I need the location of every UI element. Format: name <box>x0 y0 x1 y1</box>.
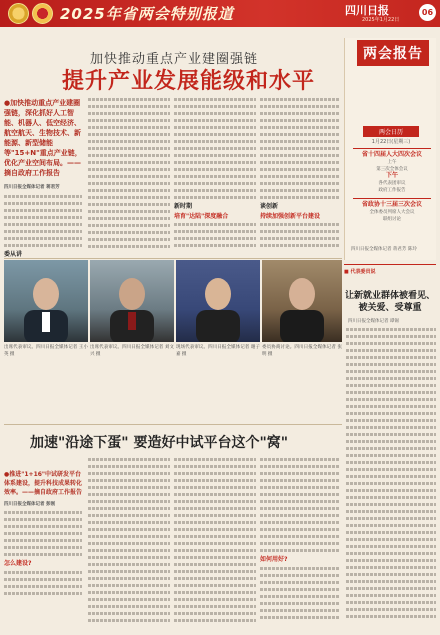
subhead-4: 培育"达陆"深度融合 <box>174 213 229 220</box>
page-number: 06 <box>419 4 436 21</box>
photo-top-rule <box>4 258 342 259</box>
right-story-tag: ■ 代表委员说 <box>344 269 376 275</box>
delegate-photo-1 <box>4 260 88 342</box>
sidebar-item-body: 各代表团审议 政府工作报告 <box>378 181 406 193</box>
second-body-column-3 <box>174 458 256 630</box>
lead-text: ●加快推动重点产业建圈强链，深化抓好人工智能、机器人、低空经济、航空航天、生物技术、新能源、新型储能等"15+N"重点产业链，优化产业空间布局。——摘自政府工作报告 <box>4 99 82 177</box>
body-text-lines <box>4 511 82 556</box>
sidebar-item-head: 省政协十三届三次会议 <box>361 201 422 208</box>
sidebar-item-head: 省十四届人大四次会议 <box>361 151 422 158</box>
body-column-4 <box>260 98 340 253</box>
main-kicker: 加快推动重点产业建圈强链 <box>90 52 259 67</box>
body-column-3 <box>174 98 256 253</box>
national-emblem-icon <box>8 3 29 24</box>
second-body-column-2 <box>88 458 170 630</box>
sidebar-item-body: 上午 第三次全体会议 <box>376 160 408 172</box>
photo-caption-3: 现场代表审议。四川日报全媒体记者 谢子嘉 摄 <box>176 345 260 357</box>
photo-caption-4: 委员协商讨论。四川日报全媒体记者 张明 摄 <box>262 345 342 357</box>
delegate-photo-3 <box>176 260 260 342</box>
right-story-byline: 四川日报全媒体记者 谭锡 <box>348 319 399 324</box>
sidebar-calendar-tag: 两会日历 <box>363 126 419 137</box>
body-text-lines <box>4 571 82 595</box>
person-icon <box>4 260 88 342</box>
second-headline: 加速"沿途下蛋" 要造好中试平台这个"窝" <box>30 435 289 451</box>
sidebar-item-body: 全体委员列席人大会议 联组讨论 <box>369 210 415 222</box>
report-sidebar <box>344 38 436 260</box>
subhead-3: 新时期 <box>174 203 193 210</box>
second-byline: 四川日报全媒体记者 彭刚 <box>4 502 56 507</box>
person-icon <box>262 260 342 342</box>
photo-caption-1: 出席代表审议。四川日报全媒体记者 王小英 摄 <box>4 345 88 357</box>
sidebar-title: 两会报告 <box>357 40 429 66</box>
subhead-1: 委从讲 <box>4 251 23 258</box>
body-column-2 <box>88 98 170 253</box>
sidebar-item-head: 下午 <box>385 172 398 179</box>
second-subhead-2: 如何用好? <box>260 556 288 563</box>
delegate-photo-2 <box>90 260 174 342</box>
delegate-photo-4 <box>262 260 342 342</box>
issue-date: 2025年1月22日 <box>362 17 400 23</box>
sidebar-item-npc <box>353 148 431 173</box>
person-icon <box>90 260 174 342</box>
second-subhead-1: 怎么建设? <box>4 560 32 567</box>
subhead-6: 持续加强创新平台建设 <box>260 213 321 220</box>
body-text-lines <box>4 195 82 247</box>
sidebar-footer: 四川日报全媒体记者 蒋君芳 陈玲 <box>351 247 417 252</box>
sidebar-item-cppcc <box>353 198 431 223</box>
sidebar-date: 1月22日(星期三) <box>371 139 411 145</box>
sidebar-item-afternoon <box>353 172 431 194</box>
second-body-column-4 <box>260 458 340 630</box>
main-byline: 四川日报全媒体记者 蒋君芳 <box>4 185 60 190</box>
banner-title: 2025年省两会特别报道 <box>60 5 234 23</box>
second-story-rule <box>4 424 342 425</box>
top-banner <box>0 0 440 27</box>
subhead-5: 谈创新 <box>260 203 279 210</box>
right-story-headline: 让新就业群体被看见、被关爱、受尊重 <box>344 291 435 313</box>
right-story-body <box>346 328 436 628</box>
main-headline: 提升产业发展能级和水平 <box>62 68 316 94</box>
cppcc-emblem-icon <box>32 3 53 24</box>
photo-caption-2: 出席代表审议。四川日报全媒体记者 刘文兴 摄 <box>90 345 174 357</box>
newspaper-name: 四川日报 <box>345 4 389 17</box>
second-lead-text: ●推进"1+16"中试研发平台体系建设，提升科技成果转化效率。——摘自政府工作报告 <box>4 471 83 496</box>
second-lead <box>4 470 82 599</box>
right-story-rule <box>344 264 436 265</box>
person-icon <box>176 260 260 342</box>
